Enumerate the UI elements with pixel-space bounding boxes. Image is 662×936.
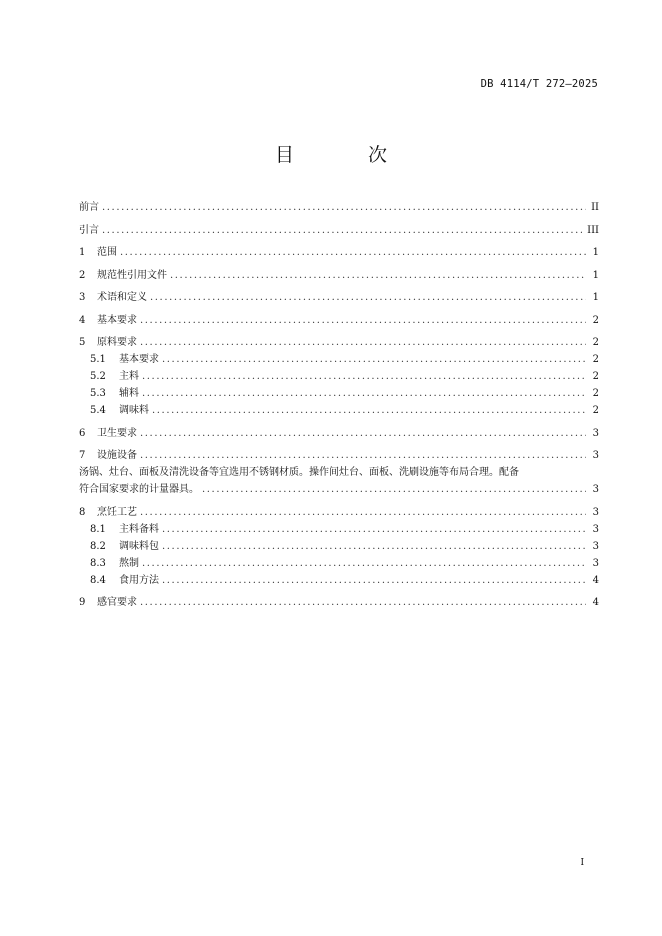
toc-entry-page: 3	[592, 523, 599, 535]
toc-title: 目 次	[274, 144, 422, 166]
toc-entry-page: 3	[592, 540, 599, 552]
toc-entry-number: 1	[79, 247, 86, 258]
dot-leader	[170, 267, 586, 284]
toc-entry-number: 8.1	[90, 523, 106, 535]
toc-entry-title: 设施设备	[97, 450, 137, 461]
toc-entry-title: 引言	[79, 224, 99, 236]
toc-entry-page: 2	[592, 371, 599, 382]
toc-entry-title: 术语和定义	[97, 292, 147, 303]
toc-entry-page: 4	[592, 574, 599, 586]
toc-entry-number: 9	[79, 597, 86, 608]
toc-entry-number: 7	[79, 450, 86, 461]
toc-entry-number: 8	[79, 506, 86, 518]
page-number: I	[580, 858, 584, 868]
table-of-contents	[79, 199, 599, 611]
toc-entry-normative-references[interactable]	[79, 267, 599, 284]
toc-entry-page: 3	[592, 557, 599, 569]
toc-entry-title: 原料要求	[97, 337, 137, 348]
dot-leader	[162, 572, 586, 589]
toc-entry-sensory-requirements[interactable]	[79, 594, 599, 611]
toc-entry-title: 感官要求	[97, 597, 137, 608]
dot-leader	[142, 555, 586, 572]
toc-entry-title: 卫生要求	[97, 427, 137, 439]
toc-entry-facilities[interactable]	[79, 447, 599, 464]
toc-entry-page: 1	[592, 247, 599, 258]
toc-entry-number: 5.4	[90, 405, 106, 416]
toc-entry-page: 2	[592, 388, 599, 399]
paragraph-text: 符合国家要求的计量器具。	[79, 484, 199, 495]
toc-entry-page: 1	[592, 269, 599, 281]
toc-entry-title: 食用方法	[119, 574, 159, 586]
toc-entry-title: 烹饪工艺	[97, 506, 137, 518]
toc-entry-foreword[interactable]	[79, 199, 599, 216]
toc-entry-title: 熬制	[119, 557, 139, 569]
document-code: DB 4114/T 272—2025	[480, 78, 598, 90]
toc-entry-scope[interactable]	[79, 244, 599, 261]
toc-entry-number: 5	[79, 337, 86, 348]
toc-subentry-5-4[interactable]	[79, 402, 599, 419]
facilities-paragraph-line: 汤锅、灶台、面板及清洗设备等宜选用不锈钢材质。操作间灶台、面板、洗刷设施等布局合理。配备	[79, 467, 519, 478]
toc-subentry-8-3[interactable]	[79, 555, 599, 572]
dot-leader	[152, 402, 586, 419]
toc-entry-page: 2	[592, 354, 599, 365]
toc-entry-number: 6	[79, 427, 86, 439]
toc-entry-page: 4	[592, 597, 599, 608]
dot-leader	[142, 368, 586, 385]
toc-entry-page: II	[591, 202, 599, 213]
toc-entry-page: 2	[592, 405, 599, 416]
toc-entry-raw-materials[interactable]	[79, 334, 599, 351]
toc-entry-number: 4	[79, 314, 86, 326]
dot-leader	[140, 504, 586, 521]
toc-entry-number: 2	[79, 269, 86, 281]
toc-entry-number: 8.2	[90, 540, 106, 552]
toc-entry-number: 5.2	[90, 371, 106, 382]
toc-entry-title: 范围	[97, 247, 117, 258]
toc-entry-page: 3	[592, 450, 599, 461]
toc-entry-page: 3	[592, 506, 599, 518]
dot-leader	[140, 425, 586, 442]
toc-entry-number: 8.3	[90, 557, 106, 569]
toc-subentry-5-1[interactable]	[79, 351, 599, 368]
dot-leader	[140, 594, 586, 611]
dot-leader	[162, 538, 586, 555]
toc-entry-title: 规范性引用文件	[97, 269, 167, 281]
toc-entry-page: 2	[592, 337, 599, 348]
facilities-paragraph-last-line	[79, 481, 599, 498]
toc-subentry-8-2[interactable]	[79, 538, 599, 555]
toc-entry-title: 前言	[79, 202, 99, 213]
toc-subentry-8-1[interactable]	[79, 521, 599, 538]
toc-entry-title: 基本要求	[97, 314, 137, 326]
toc-entry-number: 5.1	[90, 354, 106, 365]
toc-entry-title: 调味料	[119, 405, 149, 416]
toc-subentry-5-3[interactable]	[79, 385, 599, 402]
toc-entry-basic-requirements[interactable]	[79, 312, 599, 329]
dot-leader	[140, 312, 586, 329]
toc-entry-page: 2	[592, 314, 599, 326]
dot-leader	[142, 385, 586, 402]
toc-subentry-8-4[interactable]	[79, 572, 599, 589]
dot-leader	[102, 222, 582, 239]
dot-leader	[202, 481, 586, 498]
dot-leader	[162, 521, 586, 538]
toc-entry-page: 1	[592, 292, 599, 303]
dot-leader	[140, 447, 586, 464]
toc-entry-title: 调味料包	[119, 540, 159, 552]
dot-leader	[102, 199, 586, 216]
toc-entry-introduction[interactable]	[79, 222, 599, 239]
toc-entry-title: 辅料	[119, 388, 139, 399]
toc-entry-title: 主料	[119, 371, 139, 382]
toc-entry-page: 3	[592, 484, 599, 495]
dot-leader	[162, 351, 586, 368]
toc-entry-terms-definitions[interactable]	[79, 289, 599, 306]
toc-entry-cooking-process[interactable]	[79, 504, 599, 521]
toc-entry-page: III	[587, 224, 599, 236]
dot-leader	[150, 289, 586, 306]
toc-entry-title: 基本要求	[119, 354, 159, 365]
toc-entry-title: 主料备料	[119, 523, 159, 535]
dot-leader	[120, 244, 586, 261]
toc-entry-number: 3	[79, 292, 86, 303]
dot-leader	[140, 334, 586, 351]
toc-entry-number: 5.3	[90, 388, 106, 399]
toc-entry-number: 8.4	[90, 574, 106, 586]
toc-subentry-5-2[interactable]	[79, 368, 599, 385]
toc-entry-hygiene[interactable]	[79, 425, 599, 442]
toc-entry-page: 3	[592, 427, 599, 439]
